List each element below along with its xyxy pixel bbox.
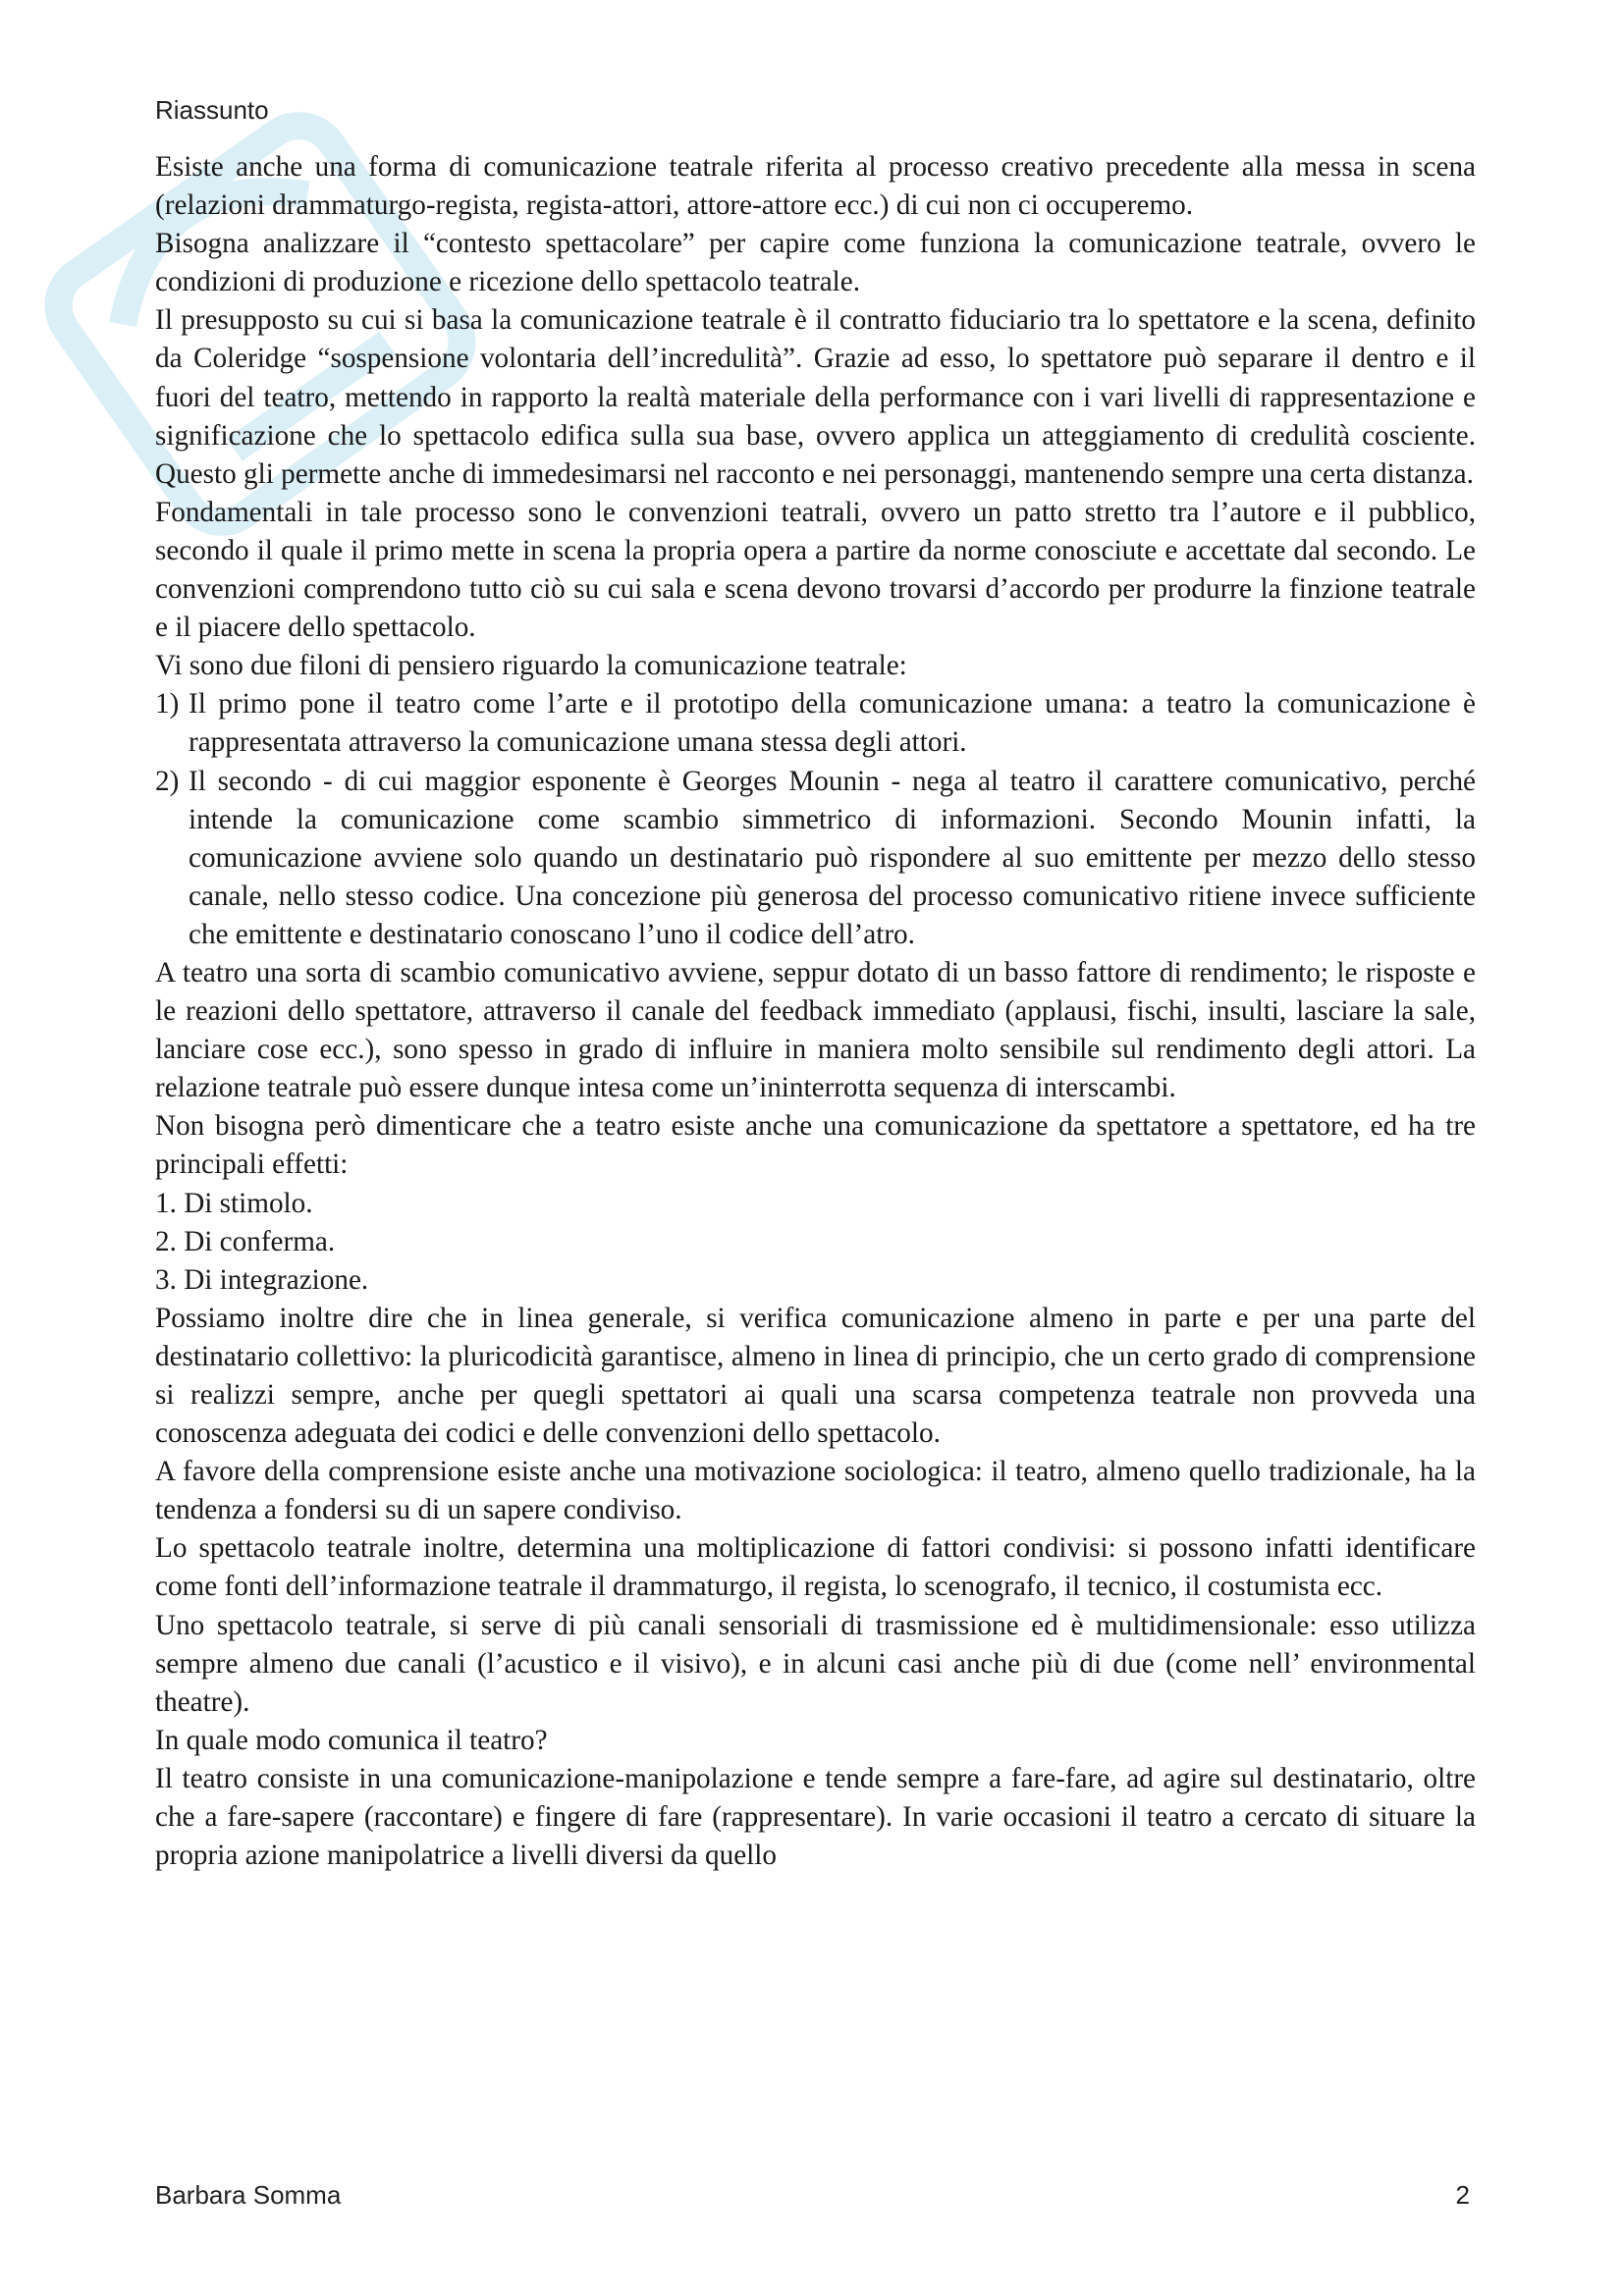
paragraph: Possiamo inoltre dire che in linea generale, si verifica comunicazione almeno in parte e per una parte del destinatario collettivo: la pluricodicità garantisce, almeno in linea di principio, che un certo grado di comprensione si realizzi sempre, anche per quegli spettatori ai quali una scarsa competenza teatrale non provveda una conoscenza adeguata dei codici e delle convenzioni dello spettacolo. bbox=[155, 1302, 1476, 1450]
paragraph: Fondamentali in tale processo sono le convenzioni teatrali, ovvero un patto stretto tra l’autore e il pubblico, secondo il quale il primo mette in scena la propria opera a partire da norme conosciute e accettate dal secondo. Le convenzioni comprendono tutto ciò su cui sala e scena devono trovarsi d’accordo per produrre la finzione teatrale e il piacere dello spettacolo. bbox=[155, 496, 1476, 644]
paragraph: Il presupposto su cui si basa la comunicazione teatrale è il contratto fiduciario tra lo spettatore e la scena, definito da Coleridge “sospensione volontaria dell’incredulità”. Grazie ad esso, lo spettatore può separare il dentro e il fuori del teatro, mettendo in rapporto la realtà materiale della performance con i vari livelli di rappresentazione e significazione che lo spettacolo edifica sulla sua base, ovvero applica un atteggiamento di credulità cosciente. Questo gli permette anche di immedesimarsi nel racconto e nei personaggi, mantenendo sempre una certa distanza. bbox=[155, 304, 1476, 490]
paragraph: A teatro una sorta di scambio comunicativo avviene, seppur dotato di un basso fattore di rendimento; le risposte e le reazioni dello spettatore, attraverso il canale del feedback immediato (applausi, fischi, insulti, lasciare la sale, lanciare cose ecc.), sono spesso in grado di influire in maniera molto sensibile sul rendimento degli attori. La relazione teatrale può essere dunque intesa come un’ininterrotta sequenza di interscambi. bbox=[155, 956, 1476, 1104]
list-marker: 1) bbox=[155, 688, 180, 721]
list-marker: 1. bbox=[155, 1187, 177, 1219]
paragraph: Lo spettacolo teatrale inoltre, determina una moltiplicazione di fattori condivisi: si possono infatti identificare come fonti dell’informazione teatrale il drammaturgo, il regista, lo scenografo, il tecnico, il costumista ecc. bbox=[155, 1532, 1476, 1603]
document-body bbox=[155, 148, 1476, 1875]
paragraph: Bisogna analizzare il “contesto spettacolare” per capire come funziona la comunicazione teatrale, ovvero le condizioni di produzione e ricezione dello spettacolo teatrale. bbox=[155, 228, 1476, 298]
footer-author: Barbara Somma bbox=[155, 2180, 342, 2210]
page-header: Riassunto bbox=[155, 95, 269, 125]
thought-list bbox=[155, 685, 1476, 954]
list-item bbox=[155, 1261, 1476, 1300]
list-marker: 2) bbox=[155, 765, 180, 797]
page-number: 2 bbox=[1455, 2180, 1470, 2210]
paragraph: Esiste anche una forma di comunicazione teatrale riferita al processo creativo precedente alla messa in scena (relazioni drammaturgo-regista, regista-attori, attore-attore ecc.) di cui non ci occuperemo. bbox=[155, 151, 1476, 222]
list-marker: 3. bbox=[155, 1263, 177, 1296]
list-item-text: Il secondo - di cui maggior esponente è Georges Mounin - nega al teatro il carattere comunicativo, perché intende la comunicazione come scambio simmetrico di informazioni. Secondo Mounin infatti, la comunicazione avviene solo quando un destinatario può rispondere al suo emittente per mezzo dello stesso canale, nello stesso codice. Una concezione più generosa del processo comunicativo ritiene invece sufficiente che emittente e destinatario conoscano l’uno il codice dell’atro. bbox=[189, 765, 1476, 950]
list-marker: 2. bbox=[155, 1225, 177, 1257]
list-item bbox=[155, 1185, 1476, 1223]
paragraph: Non bisogna però dimenticare che a teatro esiste anche una comunicazione da spettatore a spettatore, ed ha tre principali effetti: bbox=[155, 1110, 1476, 1181]
list-item-text: Il primo pone il teatro come l’arte e il prototipo della comunicazione umana: a teatro la comunicazione è rappresentata attraverso la comunicazione umana stessa degli attori. bbox=[189, 688, 1476, 759]
list-item-text: Di conferma. bbox=[184, 1225, 336, 1257]
list-item bbox=[155, 1223, 1476, 1261]
list-item-text: Di stimolo. bbox=[184, 1187, 313, 1219]
list-item-text: Di integrazione. bbox=[184, 1263, 369, 1296]
paragraph: In quale modo comunica il teatro? bbox=[155, 1724, 548, 1756]
list-item bbox=[155, 685, 1476, 762]
list-item bbox=[155, 763, 1476, 954]
paragraph: Vi sono due filoni di pensiero riguardo la comunicazione teatrale: bbox=[155, 650, 907, 682]
paragraph: Uno spettacolo teatrale, si serve di più canali sensoriali di trasmissione ed è multidimensionale: esso utilizza sempre almeno due canali (l’acustico e il visivo), e in alcuni casi anche più di due (come nell’ environmental theatre). bbox=[155, 1609, 1476, 1718]
paragraph: Il teatro consiste in una comunicazione-manipolazione e tende sempre a fare-fare, ad agire sul destinatario, oltre che a fare-sapere (raccontare) e fingere di fare (rappresentare). In varie occasioni il teatro a cercato di situare la propria azione manipolatrice a livelli diversi da quello bbox=[155, 1762, 1476, 1872]
effects-list bbox=[155, 1185, 1476, 1300]
paragraph: A favore della comprensione esiste anche una motivazione sociologica: il teatro, almeno quello tradizionale, ha la tendenza a fondersi su di un sapere condiviso. bbox=[155, 1456, 1476, 1526]
